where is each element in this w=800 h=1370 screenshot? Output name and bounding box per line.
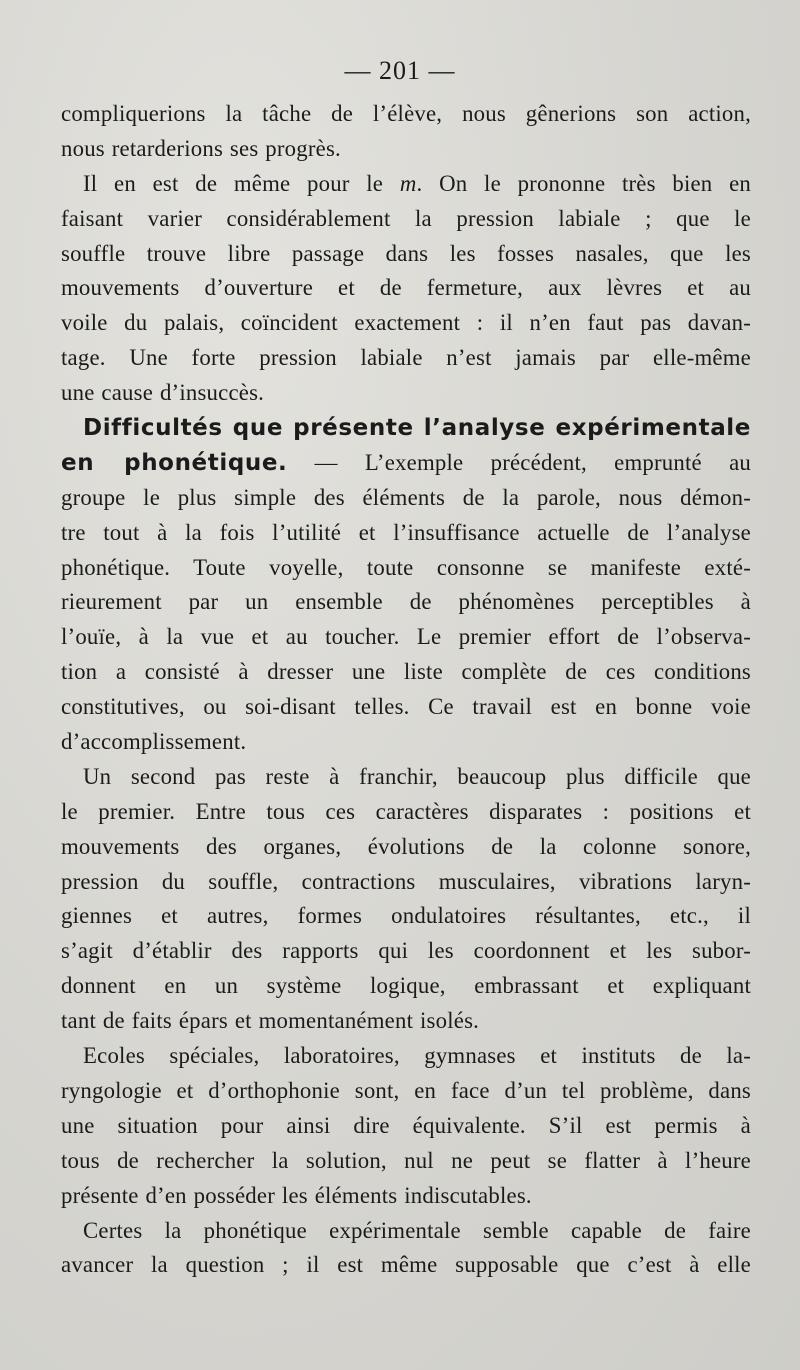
italic-letter: m [399,170,417,196]
text-line: faisant varier considérablement la pression labiale ; que le [61,205,751,231]
text-line: nous retarderions ses progrès. [61,135,341,161]
text-line: tion a consisté à dresser une liste complète de ces conditions [61,659,751,685]
body-text [61,97,751,1283]
text-line: voile du palais, coïncident exactement : il n’en faut pas davan- [61,310,751,336]
text-line: Ecoles spéciales, laboratoires, gymnases et instituts de la- [83,1043,751,1069]
text-line: compliquerions la tâche de l’élève, nous gênerions son action, [61,101,751,126]
text-line: une cause d’insuccès. [61,380,265,406]
text-segment: Il en est de même pour le [83,170,384,196]
text-line: donnent en un système logique, embrassant et expliquant [61,973,751,999]
section-heading-continued: en phonétique. [61,449,288,476]
text-segment: . On le prononne très bien en [416,170,751,196]
text-segment: — L’exemple précédent, emprunté au [287,449,751,475]
text-line: pression du souffle, contractions musculaires, vibrations laryn- [61,868,751,894]
text-line: l’ouïe, à la vue et au toucher. Le premier effort de l’observa- [61,624,751,650]
section-heading: Difficultés que présente l’analyse expérimentale [83,415,751,442]
text-line: giennes et autres, formes ondulatoires résultantes, etc., il [61,903,751,929]
section-heading-line [61,411,751,446]
page-number: — 201 — [344,56,456,85]
text-line: mouvements des organes, évolutions de la colonne sonore, [61,833,751,859]
text-line: Certes la phonétique expérimentale semble capable de faire [83,1217,751,1243]
text-line: s’agit d’établir des rapports qui les coordonnent et les subor- [61,938,751,964]
text-line: souffle trouve libre passage dans les fosses nasales, que les [61,240,751,266]
text-line: avancer la question ; il est même supposable que c’est à elle [61,1252,751,1278]
text-line: tant de faits épars et momentanément isolés. [61,1008,480,1034]
text-line: groupe le plus simple des éléments de la parole, nous démon- [61,484,751,510]
text-line: phonétique. Toute voyelle, toute consonne se manifeste exté- [61,554,751,580]
text-line: tous de rechercher la solution, nul ne peut se flatter à l’heure [61,1147,751,1173]
text-line: ryngologie et d’orthophonie sont, en face d’un tel problème, dans [61,1077,751,1103]
text-line [61,167,751,202]
text-line: tage. Une forte pression labiale n’est jamais par elle-même [61,345,751,371]
text-line: tre tout à la fois l’utilité et l’insuffisance actuelle de l’analyse [61,519,751,545]
text-line: rieurement par un ensemble de phénomènes perceptibles à [61,589,751,615]
text-line: Un second pas reste à franchir, beaucoup plus difficile que [83,763,751,789]
text-line: présente d’en posséder les éléments indiscutables. [61,1182,532,1208]
text-line: le premier. Entre tous ces caractères disparates : positions et [61,798,751,824]
text-line: mouvements d’ouverture et de fermeture, aux lèvres et au [61,275,751,301]
text-line: une situation pour ainsi dire équivalente. S’il est permis à [61,1112,751,1138]
text-line: constitutives, ou soi-disant telles. Ce travail est en bonne voie [61,694,751,720]
text-line [61,446,751,481]
text-line: d’accomplissement. [61,729,247,755]
